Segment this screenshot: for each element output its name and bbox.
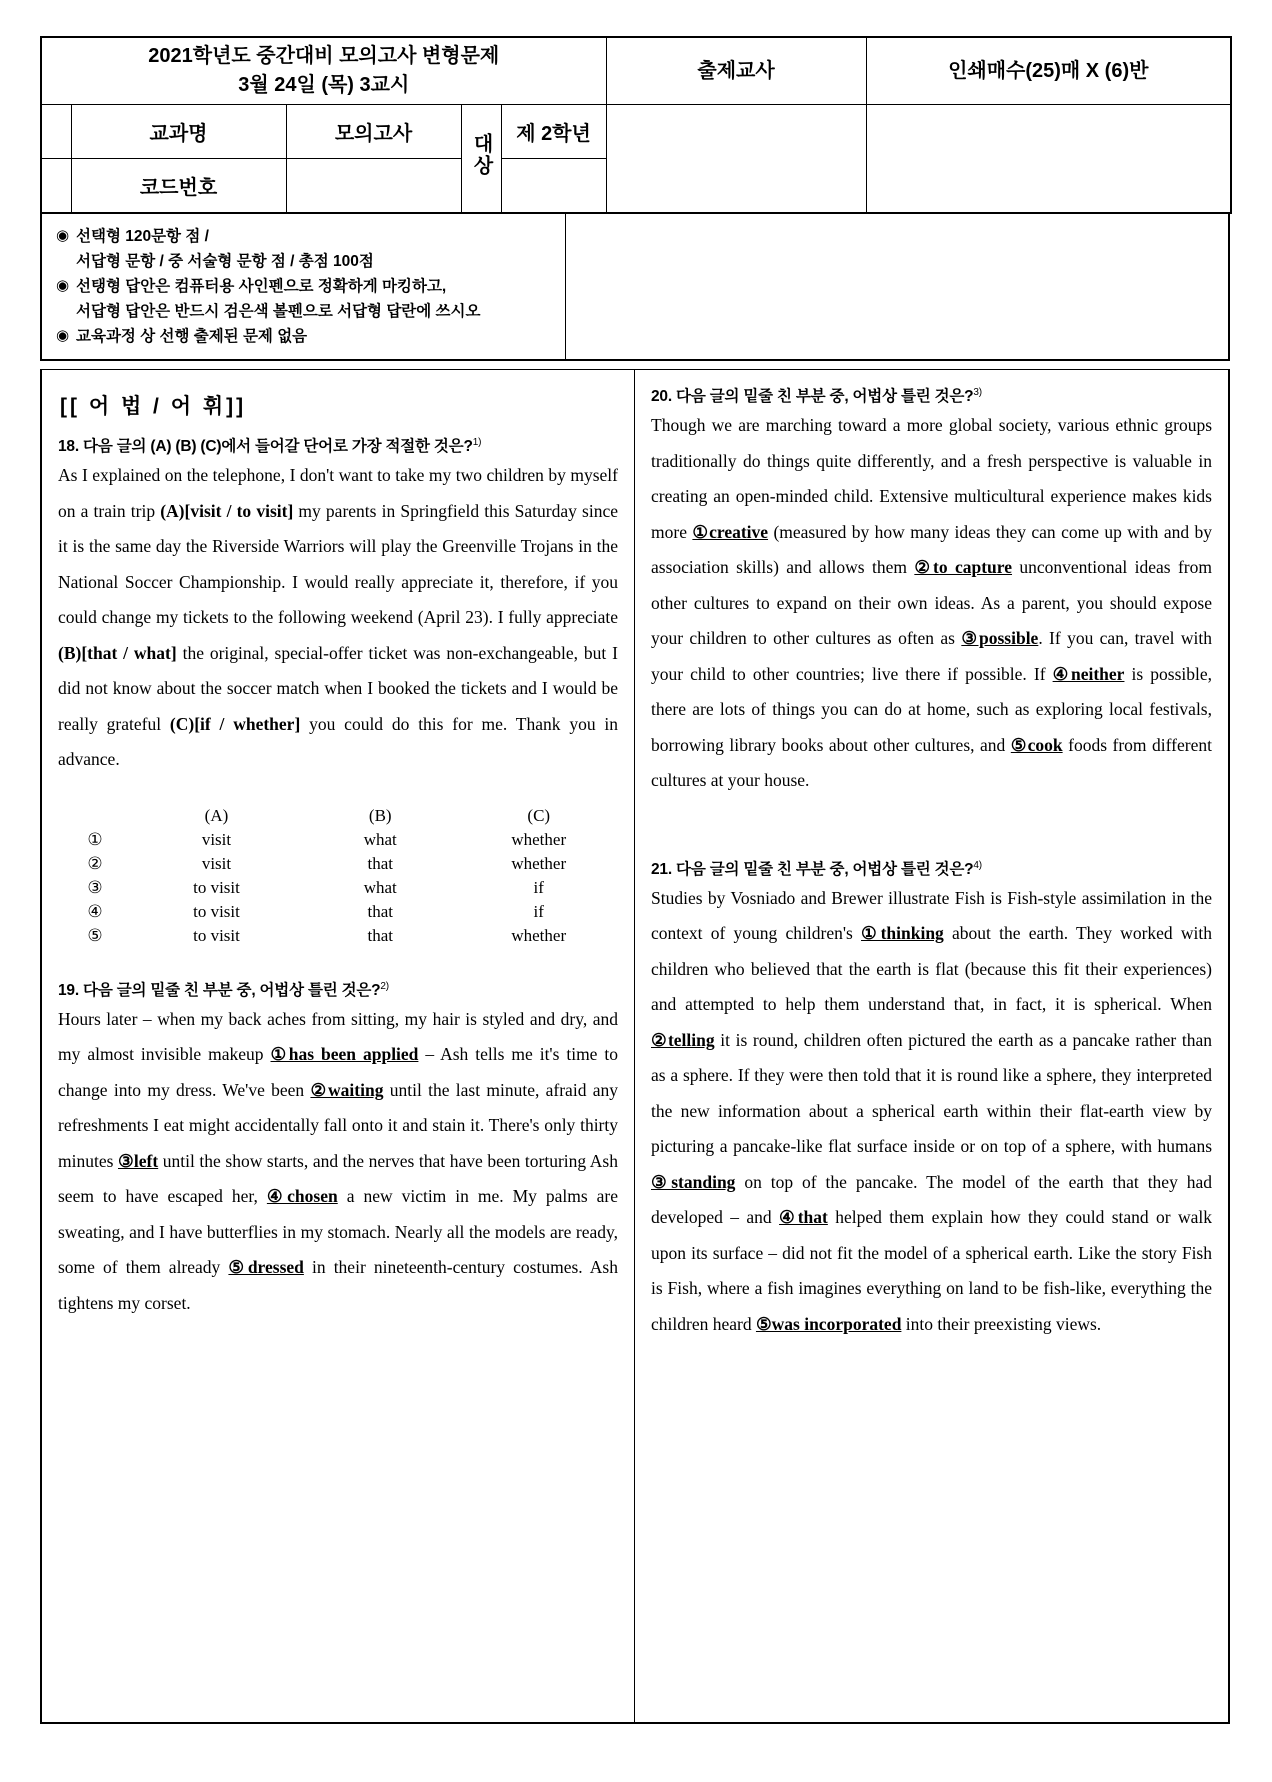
choice-row[interactable] (58, 828, 618, 852)
q20-underline-5: ⑤cook (1010, 734, 1063, 755)
left-column (42, 370, 635, 1722)
choice-value-c: whether (511, 925, 567, 945)
choice-value-b: what (363, 829, 397, 849)
choice-value-b: that (367, 853, 393, 873)
choice-header-row (58, 804, 618, 828)
question-20-heading-text: 20. 다음 글의 밑줄 친 부분 중, 어법상 틀린 것은? (651, 388, 974, 406)
q21-text-6: into their preexisting views. (901, 1313, 1102, 1334)
q19-text-1: Hours later – when my back aches from sitting, my hair is styled and dry, and my almost invisible makeup (58, 1008, 618, 1065)
choice-value-c: whether (511, 853, 567, 873)
q18-text-3: the original, special-offer ticket was non-exchangeable, but I did not know about the soccer match when I booked the tickets and I would be really grateful (58, 642, 618, 734)
question-20-passage (651, 408, 1212, 799)
q20-text-2: (measured by how many ideas they can come up with and by association skills) and allows them (651, 521, 1212, 578)
notice-section (40, 214, 1230, 362)
choice-value-c: if (533, 877, 544, 897)
choice-value-b: that (367, 925, 393, 945)
choice-value-c: whether (511, 829, 567, 849)
question-18-choice-table (58, 804, 618, 948)
bullet-icon: ◉ (56, 276, 70, 294)
choice-value-b: that (367, 901, 393, 921)
q20-text-6: foods from different cultures at your house. (651, 734, 1212, 791)
q21-underline-1: ①thinking (861, 923, 944, 944)
choice-number: ② (87, 853, 103, 873)
choice-value-a: visit (201, 829, 232, 849)
q21-text-1: Studies by Vosniado and Brewer illustrate Fish is Fish-style assimilation in the context of young children's (651, 887, 1212, 944)
notice-item-1 (56, 224, 557, 249)
choice-row[interactable] (58, 924, 618, 948)
choice-row[interactable] (58, 852, 618, 876)
exam-header-table (40, 36, 1232, 214)
choice-header-blank (58, 804, 132, 828)
choice-number: ③ (87, 877, 103, 897)
choice-value-c: if (533, 901, 544, 921)
choice-value-b: what (363, 877, 397, 897)
choice-number: ④ (87, 901, 103, 921)
question-body (40, 369, 1230, 1724)
question-20-footnote: 3) (973, 386, 982, 398)
choice-row[interactable] (58, 900, 618, 924)
q18-text-1: As I explained on the telephone, I don't want to take my two children by myself on a train trip (58, 465, 618, 521)
q20-text-3: unconventional ideas from other cultures to expand on their own ideas. As a parent, you should expose your children to other cultures as often as (651, 557, 1212, 649)
question-21-passage (651, 881, 1212, 1343)
q20-text-5: is possible, there are lots of things you can do at home, such as exploring local festivals, borrowing library books about other cultures, and (651, 663, 1212, 755)
grade-value-cell[interactable] (501, 159, 606, 213)
print-count-value-cell[interactable] (866, 105, 1231, 213)
notice-item-1-line1: 선택형 120문항 점 / (76, 227, 209, 245)
q19-underline-5: ⑤dressed (228, 1257, 304, 1278)
target-label-text: 대상 (470, 133, 492, 178)
q21-underline-3: ③standing (651, 1171, 736, 1192)
choice-col-c-header: (C) (527, 805, 551, 825)
question-18-heading-text: 18. 다음 글의 (A) (B) (C)에서 들어갈 단어로 가장 적절한 것은? (58, 438, 473, 456)
bullet-icon: ◉ (56, 326, 70, 344)
q21-text-3: it is round, children often pictured the earth as a pancake rather than as a sphere. If they were then told that it is round like a sphere, they interpreted the new information about a spherical earth within their flat-earth view by picturing a pancake-like flat surface inside or on top of a sphere, with humans (651, 1029, 1212, 1157)
q19-text-2: – Ash tells me it's time to change into my dress. We've been (58, 1044, 619, 1100)
q20-text-4: . If you can, travel with your child to other countries; live there if possible. If (651, 628, 1212, 684)
q19-underline-1: ①has been applied (270, 1044, 419, 1065)
question-21-heading-text: 21. 다음 글의 밑줄 친 부분 중, 어법상 틀린 것은? (651, 860, 974, 878)
exam-title-cell (41, 37, 606, 105)
section-title: [[ 어 법 / 어 휘]] (60, 395, 247, 419)
target-label-cell (461, 105, 501, 213)
notice-item-2 (56, 274, 557, 299)
q21-underline-4: ④that (779, 1207, 828, 1228)
print-count-label-cell: 인쇄매수(25)매 X (6)반 (866, 37, 1231, 105)
choice-value-a: to visit (193, 901, 240, 921)
code-label-cell: 코드번호 (71, 159, 286, 213)
exam-title-line1: 2021학년도 중간대비 모의고사 변형문제 (148, 45, 500, 67)
exam-title-line2: 3월 24일 (목) 3교시 (238, 74, 410, 96)
question-18-heading (58, 434, 618, 456)
choice-row[interactable] (58, 876, 618, 900)
question-19-heading-text: 19. 다음 글의 밑줄 친 부분 중, 어법상 틀린 것은? (58, 981, 381, 999)
subject-label-cell: 교과명 (71, 105, 286, 159)
notice-right-blank (566, 214, 1228, 360)
q19-text-6: in their nineteenth-century costumes. Ash tightens my corset. (58, 1257, 618, 1313)
notice-item-2-line2: 서답형 답안은 반드시 검은색 볼펜으로 서답형 답란에 쓰시오 (76, 302, 481, 320)
q19-text-4: until the show starts, and the nerves that have been torturing Ash seem to have escaped her, (58, 1150, 618, 1207)
spacer-q18-q19 (58, 948, 618, 978)
question-19-footnote: 2) (380, 980, 389, 992)
notice-item-1-line2: 서답형 문항 / 중 서술형 문항 점 / 총점 100점 (76, 252, 374, 270)
q20-underline-4: ④neither (1052, 663, 1125, 684)
q19-underline-2: ②waiting (310, 1079, 384, 1100)
notice-item-3-line1: 교육과정 상 선행 출제된 문제 없음 (76, 327, 308, 345)
header-spacer-cell-2 (41, 159, 71, 213)
q19-text-3: until the last minute, afraid any refreshments I eat might accidentally fall onto it and stain it. There's only thirty minutes (58, 1079, 618, 1171)
choice-number: ⑤ (87, 925, 103, 945)
teacher-value-cell[interactable] (606, 105, 866, 213)
notice-box (42, 214, 566, 360)
q19-underline-4: ④chosen (266, 1186, 338, 1207)
teacher-label-cell: 출제교사 (606, 37, 866, 105)
exam-type-cell: 모의고사 (286, 105, 461, 159)
choice-value-a: visit (201, 853, 232, 873)
right-column (635, 370, 1228, 1722)
q19-underline-3: ③left (118, 1150, 159, 1171)
q20-underline-2: ②to capture (914, 557, 1013, 578)
q18-blank-c: (C)[if / whether] (169, 713, 301, 734)
q20-underline-3: ③possible (961, 628, 1039, 649)
choice-col-a-header: (A) (204, 805, 229, 825)
q19-text-5: a new victim in me. My palms are sweating, and I have butterflies in my stomach. Nearly all the models are ready, some of them already (58, 1186, 618, 1278)
q20-text-1: Though we are marching toward a more global society, various ethnic groups traditionally do things quite differently, and a fresh perspective is valuable in creating an open-minded child. Extensive multicultural experience makes kids more (651, 415, 1212, 542)
spacer-q20-q21 (651, 799, 1212, 857)
question-20-heading (651, 384, 1212, 406)
notice-item-3 (56, 324, 557, 349)
question-21-heading (651, 857, 1212, 879)
bullet-icon: ◉ (56, 226, 70, 244)
question-18-passage (58, 458, 618, 778)
notice-item-2-line1: 선탱형 답안은 컴퓨터용 사인펜으로 정확하게 마킹하고, (76, 277, 447, 295)
question-19-passage (58, 1002, 618, 1322)
question-18-footnote: 1) (472, 436, 482, 448)
q18-text-2: my parents in Springfield this Saturday since it is the same day the Riverside Warriors will play the Greenville Trojans in the National Soccer Championship. I would really appreciate it, therefore, if you could change my tickets to the following weekend (April 23). I fully appreciate (58, 500, 618, 628)
choice-value-a: to visit (193, 925, 240, 945)
q18-blank-a: (A)[visit / to visit] (160, 500, 294, 521)
q21-underline-5: ⑤was incorporated (755, 1313, 902, 1334)
q21-underline-2: ②telling (651, 1029, 715, 1050)
q18-blank-b: (B)[that / what] (58, 642, 177, 663)
choice-value-a: to visit (193, 877, 240, 897)
exam-type-value-cell[interactable] (286, 159, 461, 213)
q21-text-2: about the earth. They worked with children who believed that the earth is flat (because this fit their experiences) and attempted to help them understand that, in fact, it is spherical. When (651, 923, 1212, 1015)
question-21-footnote: 4) (973, 859, 982, 871)
choice-number: ① (87, 829, 103, 849)
q21-text-5: helped them explain how they could stand or walk upon its surface – did not fit the model of a spherical earth. Like the story Fish is Fish, where a fish imagines everything on land to be fish-like, everything the children heard (651, 1207, 1212, 1334)
q18-text-4: you could do this for me. Thank you in advance. (58, 713, 618, 770)
grade-label-cell: 제 2학년 (501, 105, 606, 159)
header-spacer-cell-1 (41, 105, 71, 159)
question-19-heading (58, 978, 618, 1000)
q20-underline-1: ①creative (692, 521, 769, 542)
q21-text-4: on top of the pancake. The model of the earth that they had developed – and (651, 1171, 1213, 1228)
choice-col-b-header: (B) (368, 805, 392, 825)
